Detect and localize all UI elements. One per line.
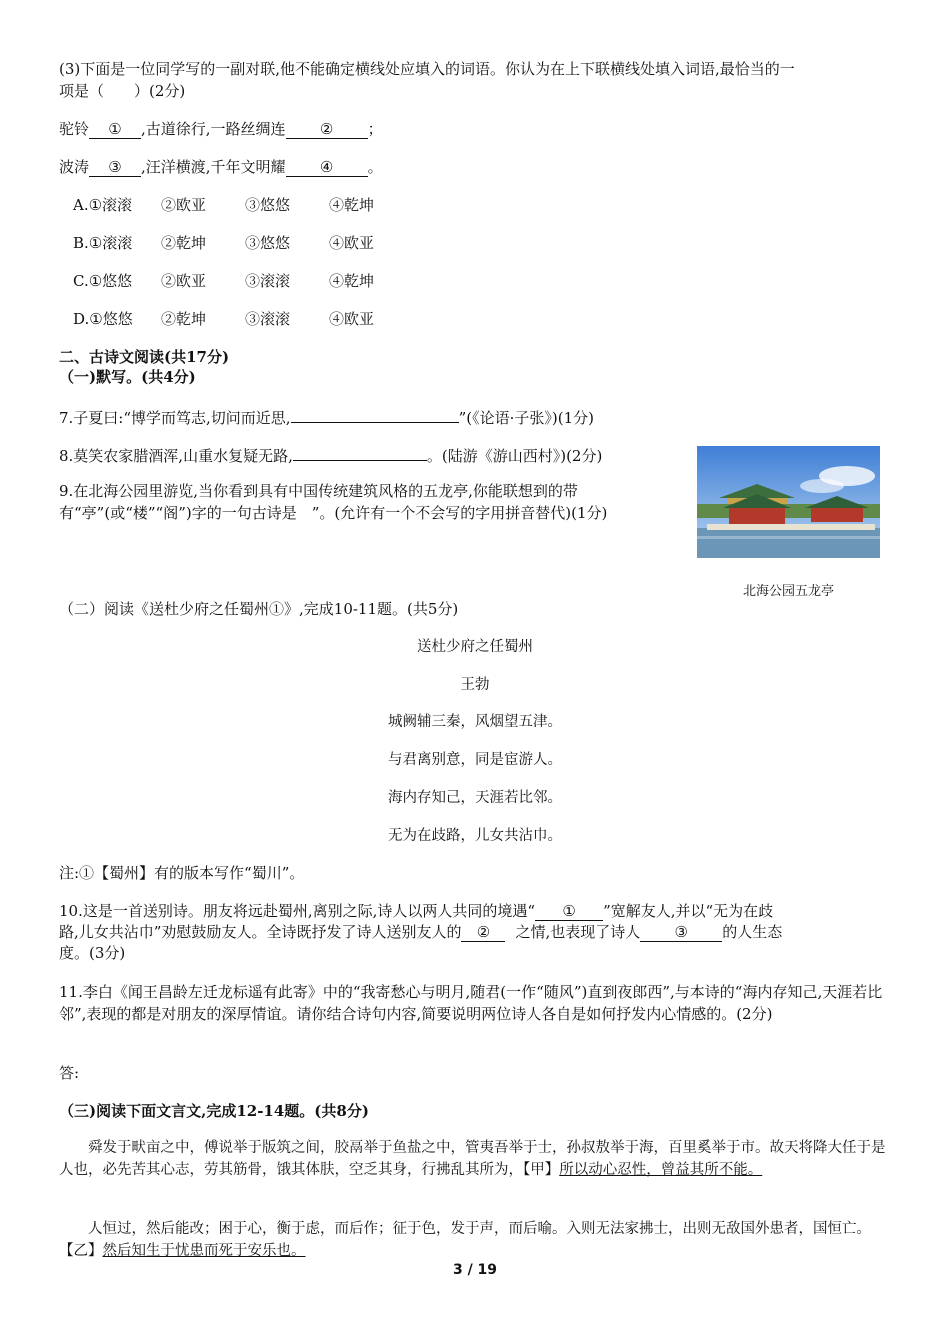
q3-stem-line2: 项是（ ）(2分) bbox=[59, 82, 186, 100]
blank-3: ③ bbox=[89, 158, 141, 177]
q3-stem-line1: (3)下面是一位同学写的一副对联,他不能确定横线处应填入的词语。你认为在上下联横线处填入词语,最恰当的一 bbox=[59, 60, 795, 78]
wulong-pavilion-photo bbox=[697, 446, 880, 558]
q11: 11.李白《闻王昌龄左迁龙标遥有此寄》中的“我寄愁心与明月,随君(一作“随风”)直到夜郎西”,与本诗的“海内存知己,天涯若比邻”,表现的都是对朋友的深厚情谊。请你结合诗句内容,简要说明两位诗人各自是如何抒发内心情感的。(2分) bbox=[59, 983, 883, 1023]
q9: 9.在北海公园里游览,当你看到具有中国传统建筑风格的五龙亭,你能联想到的带有“亭”(或“楼”“阁”)字的一句古诗是 ”。(允许有一个不会写的字用拼音替代)(1分) bbox=[59, 482, 608, 522]
underlined-sentence-jia: 所以动心忍性，曾益其所不能。 bbox=[559, 1162, 763, 1178]
section2-sub1: （一)默写。(共4分) bbox=[59, 368, 196, 386]
answer-label: 答: bbox=[59, 1064, 80, 1082]
q8-blank bbox=[293, 442, 427, 461]
poem-line: 海内存知己，天涯若比邻。 bbox=[388, 790, 562, 806]
q7-blank bbox=[291, 404, 459, 423]
q10-blank-2: ② bbox=[461, 923, 505, 942]
blank-4: ④ bbox=[286, 158, 368, 177]
classical-para-1: 舜发于畎亩之中，傅说举于版筑之间，胶鬲举于鱼盐之中，管夷吾举于士，孙叔敖举于海，百里奚举于市。故天将降大任于是人也，必先苦其心志，劳其筋骨，饿其体肤，空乏其身，行拂乱其所为，【甲】所以动心忍性，曾益其所不能。 bbox=[59, 1140, 886, 1178]
q10-blank-3: ③ bbox=[640, 923, 722, 942]
section2-title: 二、古诗文阅读(共17分) bbox=[59, 348, 230, 366]
poem-note: 注:①【蜀州】有的版本写作“蜀川”。 bbox=[59, 864, 305, 882]
poem-line: 无为在歧路，儿女共沾巾。 bbox=[388, 828, 562, 844]
classical-para-2: 人恒过，然后能改；困于心，衡于虑，而后作；征于色，发于声，而后喻。入则无法家拂士，出则无敌国外患者，国恒亡。【乙】然后知生于忧患而死于安乐也。 bbox=[59, 1221, 871, 1259]
page-number: 3 / 19 bbox=[452, 1262, 498, 1278]
photo-caption: 北海公园五龙亭 bbox=[742, 584, 834, 599]
underlined-sentence-yi: 然后知生于忧患而死于安乐也。 bbox=[102, 1243, 306, 1259]
couplet-lower: 波涛 ③ ,汪洋横渡,千年文明耀 ④ 。 bbox=[59, 158, 383, 176]
option-d: D.①悠悠 ②乾坤 ③滚滚 ④欧亚 bbox=[73, 310, 375, 328]
q10-blank-1: ① bbox=[535, 902, 603, 921]
q10-line3: 度。(3分) bbox=[59, 944, 126, 962]
blank-1: ① bbox=[89, 120, 141, 139]
poem-title: 送杜少府之任蜀州 bbox=[417, 639, 533, 655]
option-b: B.①滚滚 ②乾坤 ③悠悠 ④欧亚 bbox=[73, 234, 375, 252]
option-a: A.①滚滚 ②欧亚 ③悠悠 ④乾坤 bbox=[73, 196, 375, 214]
q8: 8.莫笑农家腊酒浑,山重水复疑无路, 。(陆游《游山西村》)(2分) bbox=[59, 442, 602, 467]
poem-author: 王勃 bbox=[460, 677, 490, 693]
section2-sub3: （三)阅读下面文言文,完成12-14题。(共8分) bbox=[59, 1102, 369, 1120]
poem-line: 与君离别意，同是宦游人。 bbox=[388, 752, 562, 768]
blank-2: ② bbox=[286, 120, 368, 139]
section2-sub2: （二）阅读《送杜少府之任蜀州①》,完成10-11题。(共5分) bbox=[59, 600, 459, 618]
q10-line2: 路,儿女共沾巾”劝慰鼓励友人。全诗既抒发了诗人送别友人的 ② 之情,也表现了诗人 ③ 的人生态 bbox=[59, 923, 783, 941]
poem-line: 城阙辅三秦，风烟望五津。 bbox=[388, 714, 562, 730]
q7: 7.子夏曰:“博学而笃志,切问而近思, ”(《论语·子张》)(1分) bbox=[59, 404, 594, 429]
q10-line1: 10.这是一首送别诗。朋友将远赴蜀州,离别之际,诗人以两人共同的境遇“ ① ”宽解友人,并以“无为在歧 bbox=[59, 902, 774, 920]
couplet-upper: 驼铃 ① ,古道徐行,一路丝绸连 ② ； bbox=[59, 120, 383, 138]
option-c: C.①悠悠 ②欧亚 ③滚滚 ④乾坤 bbox=[73, 272, 375, 290]
